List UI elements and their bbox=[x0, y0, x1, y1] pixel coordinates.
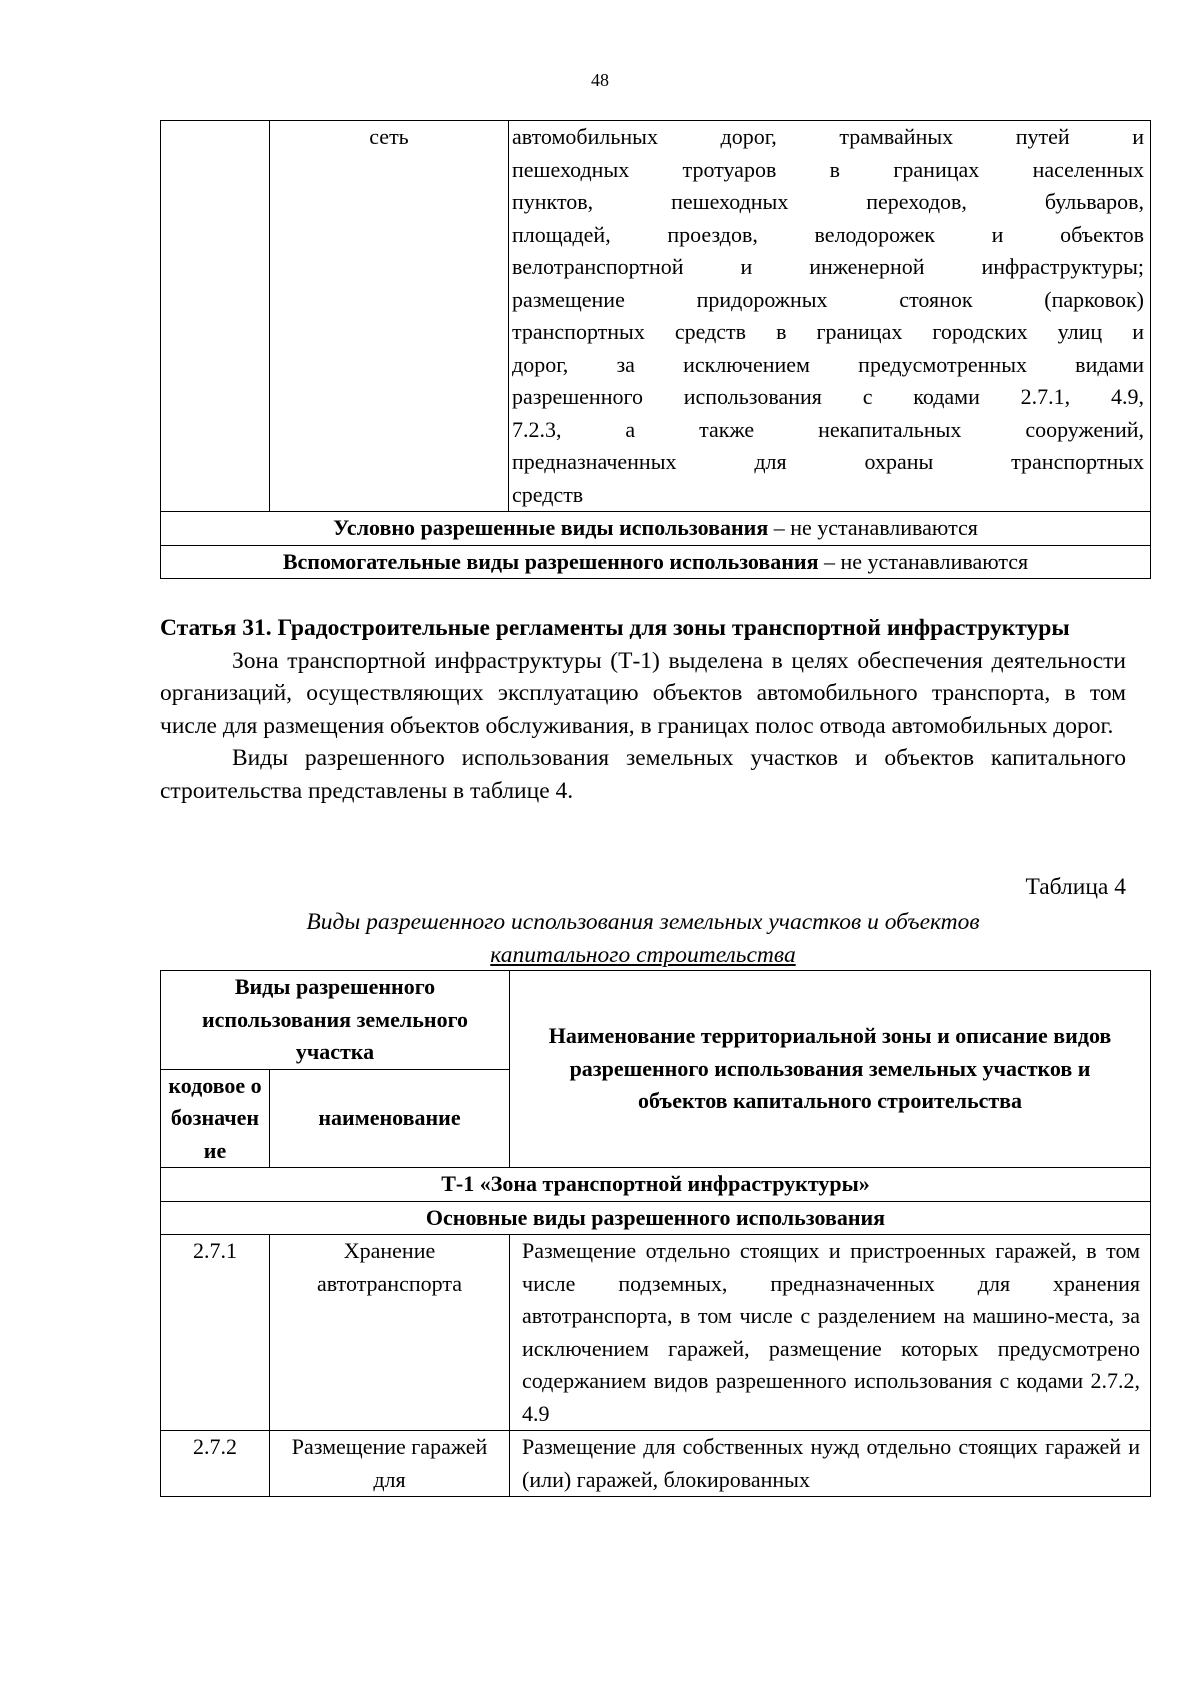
description-cell bbox=[509, 121, 1151, 512]
description-line: размещение придорожных стоянок (парковок) bbox=[512, 286, 1144, 312]
row-name: Размещение гаражей для bbox=[270, 1431, 510, 1497]
header-name: наименование bbox=[270, 1069, 510, 1168]
description-line: пешеходных тротуаров в границах населенных bbox=[512, 156, 1144, 182]
description-line: предназначенных для охраны транспортных bbox=[512, 449, 1144, 474]
header-code: кодовое обозначение bbox=[161, 1069, 270, 1168]
auxiliary-uses-status: – не устанавливаются bbox=[818, 548, 1029, 574]
code-cell bbox=[161, 121, 270, 512]
table-row bbox=[161, 1201, 1151, 1235]
table-caption-line: Виды разрешенного использования земельных участков и объектов bbox=[306, 909, 980, 935]
description-line: велотранспортной и инженерной инфраструктуры; bbox=[512, 254, 1144, 279]
description-line: дорог, за исключением предусмотренных видами bbox=[512, 351, 1144, 377]
top-table bbox=[160, 120, 1151, 579]
table-caption-line: капитального строительства bbox=[490, 941, 796, 968]
header-group: Виды разрешенного использования земельного участка bbox=[161, 971, 510, 1070]
row-code: 2.7.2 bbox=[161, 1431, 270, 1497]
auxiliary-uses-row bbox=[161, 545, 1151, 579]
article-paragraph: Виды разрешенного использования земельных участков и объектов капитального строительства представлены в таблице 4. bbox=[160, 745, 1126, 804]
table-row bbox=[161, 512, 1151, 546]
row-description: Размещение для собственных нужд отдельно стоящих гаражей и (или) гаражей, блокированных bbox=[510, 1431, 1151, 1497]
description-line: разрешенного использования с кодами 2.7.1, 4.9, bbox=[512, 384, 1144, 409]
name-cell: сеть bbox=[270, 121, 509, 512]
description-line: 7.2.3, а также некапитальных сооружений, bbox=[512, 416, 1144, 442]
article bbox=[160, 612, 1126, 807]
zone-title: Т-1 «Зона транспортной инфраструктуры» bbox=[161, 1168, 1151, 1202]
table-caption bbox=[160, 906, 1126, 971]
table-row bbox=[161, 971, 1151, 1070]
article-paragraph: Зона транспортной инфраструктуры (Т-1) выделена в целях обеспечения деятельности организаций, осуществляющих эксплуатацию объектов автомобильного транспорта, в том числе для размещения объектов обслуживания, в границах полос отвода автомобильных дорог. bbox=[160, 647, 1126, 739]
section-title: Основные виды разрешенного использования bbox=[161, 1201, 1151, 1235]
table-row bbox=[161, 121, 1151, 512]
page-number: 48 bbox=[591, 70, 609, 90]
table-row bbox=[161, 545, 1151, 579]
conditional-uses-title: Условно разрешенные виды использования bbox=[333, 515, 769, 540]
description-line: средств bbox=[512, 481, 584, 507]
description-line: транспортных средств в границах городских улиц и bbox=[512, 319, 1144, 344]
table-row bbox=[161, 1235, 1151, 1431]
table-row bbox=[161, 1431, 1151, 1497]
conditional-uses-status: – не устанавливаются bbox=[768, 515, 978, 540]
row-code: 2.7.1 bbox=[161, 1235, 270, 1431]
row-description: Размещение отдельно стоящих и пристроенных гаражей, в том числе подземных, предназначенных для хранения автотранспорта, в том числе с разделением на машино-места, за исключением гаражей, размещение которых предусмотрено содержанием видов разрешенного использования с кодами 2.7.2, 4.9 bbox=[510, 1235, 1151, 1431]
conditional-uses-row bbox=[161, 512, 1151, 546]
article-heading: Статья 31. Градостроительные регламенты для зоны транспортной инфраструктуры bbox=[160, 615, 1070, 641]
table-label: Таблица 4 bbox=[1025, 874, 1126, 900]
description-line: пунктов, пешеходных переходов, бульваров, bbox=[512, 189, 1144, 214]
description-line: площадей, проездов, велодорожек и объектов bbox=[512, 221, 1144, 247]
description-line: автомобильных дорог, трамвайных путей и bbox=[512, 124, 1144, 149]
main-table bbox=[160, 970, 1151, 1497]
table-row bbox=[161, 1168, 1151, 1202]
header-description: Наименование территориальной зоны и описание видов разрешенного использования земельных участков и объектов капитального строительства bbox=[510, 971, 1151, 1168]
row-name: Хранение автотранспорта bbox=[270, 1235, 510, 1431]
auxiliary-uses-title: Вспомогательные виды разрешенного использования bbox=[282, 548, 819, 574]
